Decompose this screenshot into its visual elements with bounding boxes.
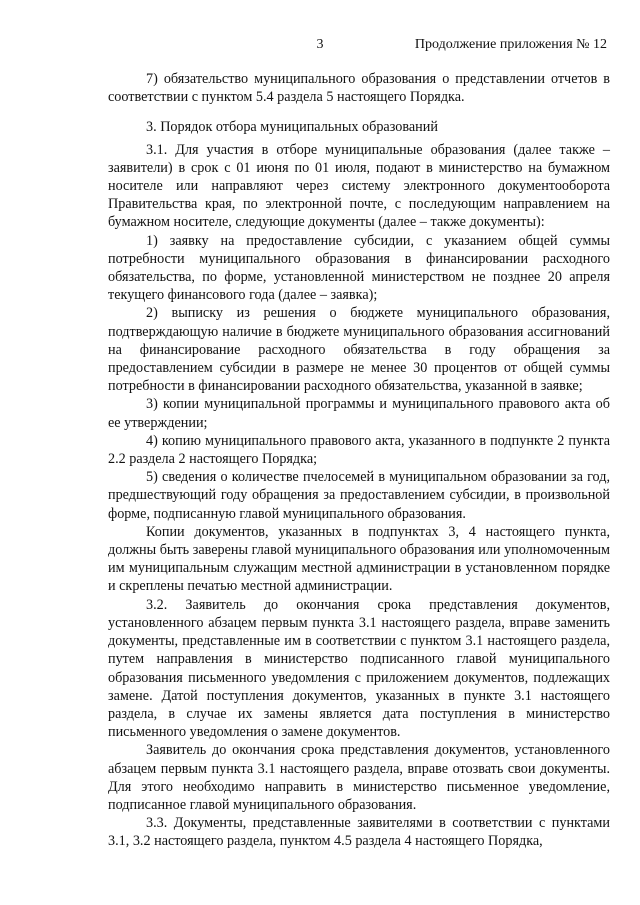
- list-item-2: 2) выписку из решения о бюджете муниципального образования, подтверждающую наличие в бюджете муниципального образования ассигнований на финансирование расходного обязательства в году обращения за предоставлением субсидии в размере не менее 30 процентов от общей суммы потребности в финансировании расходного обязательства, указанной в заявке;: [108, 305, 610, 395]
- document-body: [108, 70, 610, 851]
- paragraph-3-2: 3.2. Заявитель до окончания срока представления документов, установленного абзацем первым пункта 3.1 настоящего раздела, вправе заменить документы, представленные им в соответствии с пунктом 3.1 настоящего раздела, путем направления в министерство подписанного главой муниципального образования письменного уведомления с приложением документов, подлежащих замене. Датой поступления документов, указанных в пункте 3.1 настоящего раздела, в случае их замены является дата поступления в министерство письменного уведомления о замене документов.: [108, 596, 610, 741]
- paragraph-obligation-7: 7) обязательство муниципального образования о представлении отчетов в соответствии с пунктом 5.4 раздела 5 настоящего Порядка.: [108, 71, 610, 106]
- running-header: Продолжение приложения № 12: [414, 37, 607, 52]
- paragraph-withdrawal: Заявитель до окончания срока представления документов, установленного абзацем первым пункта 3.1 настоящего раздела, вправе отозвать свои документы. Для этого необходимо направить в министерство письменное уведомление, подписанное главой муниципального образования.: [108, 742, 610, 813]
- list-item-3: 3) копии муниципальной программы и муниципального правового акта об ее утверждении;: [108, 396, 610, 431]
- paragraph-copies: Копии документов, указанных в подпунктах 3, 4 настоящего пункта, должны быть заверены главой муниципального образования или уполномоченным им муниципальным служащим местной администрации в установленном порядке и скреплены печатью местной администрации.: [108, 523, 610, 595]
- list-item-5: 5) сведения о количестве пчелосемей в муниципальном образовании за год, предшествующий году обращения за предоставлением субсидии, в произвольной форме, подписанную главой муниципального образования.: [108, 469, 610, 522]
- list-item-1: 1) заявку на предоставление субсидии, с указанием общей суммы потребности муниципального образования в финансировании расходного обязательства, по форме, установленной министерством не позднее 20 апреля текущего финансового года (далее – заявка);: [108, 232, 610, 304]
- page-number: 3: [316, 37, 324, 52]
- list-item-4: 4) копию муниципального правового акта, указанного в подпункте 2 пункта 2.2 раздела 2 настоящего Порядка;: [108, 432, 610, 468]
- section-heading: 3. Порядок отбора муниципальных образований: [146, 119, 438, 136]
- paragraph-3-3: 3.3. Документы, представленные заявителями в соответствии с пунктами 3.1, 3.2 настоящего раздела, пунктом 4.5 раздела 4 настоящего Порядка,: [108, 815, 610, 850]
- paragraph-3-1: 3.1. Для участия в отборе муниципальные образования (далее также – заявители) в срок с 01 июня по 01 июля, подают в министерство на бумажном носителе или направляют через систему электронного документооборота Правительства края, по электронной почте, с последующим направлением на бумажном носителе, следующие документы (далее – также документы):: [108, 141, 610, 231]
